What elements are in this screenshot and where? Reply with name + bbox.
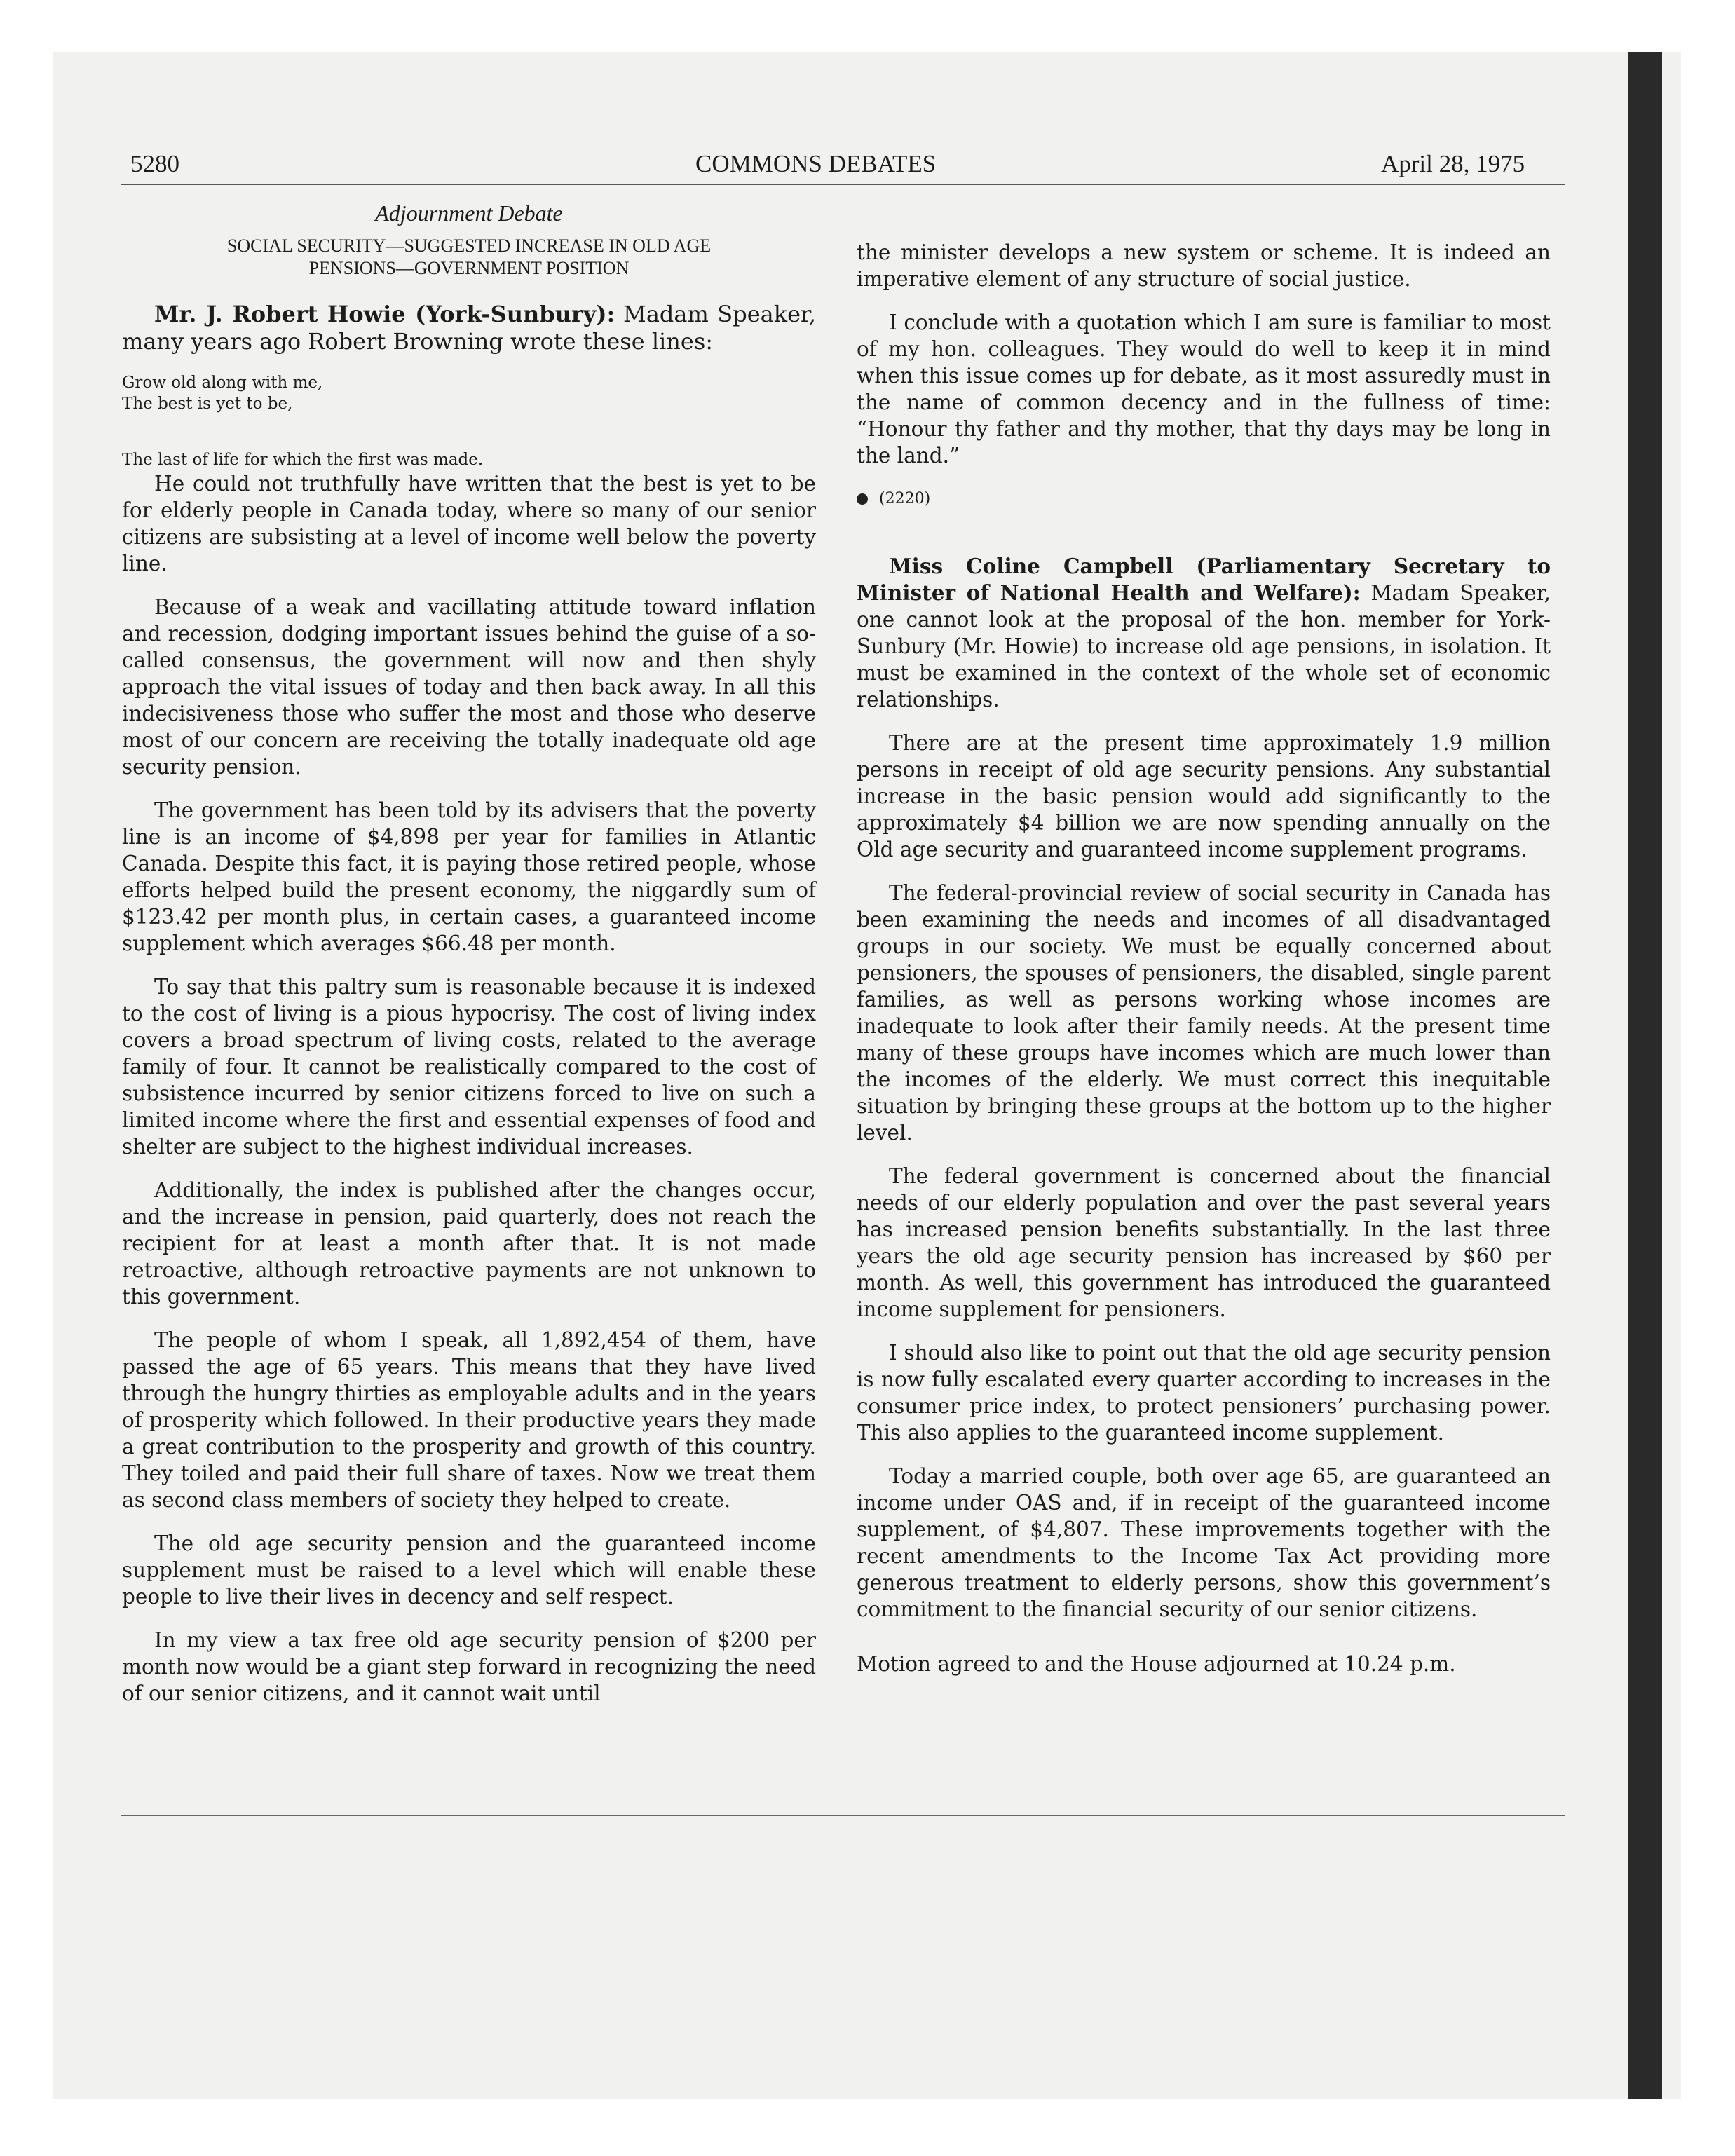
paragraph: Because of a weak and vacillating attitude toward inflation and recession, dodging important issues behind the guise of a so-called consensus, the government will now and then shyly approach the vital issues of today and then back away. In all this indecisiveness those who suffer the most and those who deserve most of our concern are receiving the totally inadequate old age security pension. (122, 595, 816, 779)
paragraph: Today a married couple, both over age 65, are guaranteed an income under OAS and, if in receipt of the guaranteed income supplement, of $4,807. These improvements together with the recent amendments to the Income Tax Act providing more generous treatment to elderly persons, show this government’s commitment to the financial security of our senior citizens. (857, 1464, 1551, 1621)
paragraph: He could not truthfully have written that the best is yet to be for elderly people in Canada today, where so many of our senior citizens are subsisting at a level of income well below the poverty line. (122, 472, 816, 575)
poem-line: Grow old along with me, (122, 374, 323, 392)
right-column (857, 200, 1551, 1694)
speech-opening (857, 553, 1551, 713)
page-number: 5280 (130, 150, 179, 177)
paragraph: The government has been told by its advisers that the poverty line is an income of $4,898 per year for families in Atlantic Canada. Despite this fact, it is paying those retired people, whose efforts helped build the present economy, the niggardly sum of $123.42 per month plus, in certain cases, a guaranteed income supplement which averages $66.48 per month. (122, 798, 816, 955)
time-marker-text: (2220) (879, 490, 931, 507)
paragraph: I conclude with a quotation which I am sure is familiar to most of my hon. colleagues. They would do well to keep it in mind when this issue comes up for debate, as it most assuredly must in the name of common decency and in the fullness of time: “Honour thy father and thy mother, that thy days may be long in the land.” (857, 311, 1551, 468)
scan-edge (1628, 52, 1662, 2099)
debate-title: Adjournment Debate (375, 200, 563, 226)
publication-title: COMMONS DEBATES (695, 150, 937, 177)
time-marker (857, 486, 1551, 512)
debate-heading (122, 235, 816, 280)
poem-line: The best is yet to be, (122, 395, 293, 413)
browning-poem (122, 372, 816, 470)
speaker-text: Madam Speaker, one cannot look at the proposal of the hon. member for York-Sunbury (Mr. Howie) to increase old age pensions, in isolation. It must be examined in the context of the whole set of economic relationships. (857, 581, 1551, 711)
page-date: April 28, 1975 (1381, 150, 1525, 177)
poem-line: The last of life for which the first was made. (122, 451, 484, 469)
left-column (122, 200, 816, 1724)
paragraph: To say that this paltry sum is reasonable because it is indexed to the cost of living is a pious hypocrisy. The cost of living index covers a broad spectrum of living costs, related to the average family of four. It cannot be realistically compared to the cost of subsistence incurred by senior citizens forced to live on such a limited income where the first and essential expenses of food and shelter are subject to the highest individual increases. (122, 975, 816, 1159)
paragraph: the minister develops a new system or scheme. It is indeed an imperative element of any structure of social justice. (857, 240, 1551, 291)
bottom-rule (121, 1815, 1565, 1816)
paragraph: The federal-provincial review of social security in Canada has been examining the needs and incomes of all disadvantaged groups in our society. We must be equally concerned about pensioners, the spouses of pensioners, the disabled, single parent families, as well as persons working whose incomes are inadequate to look after their family needs. At the present time many of these groups have incomes which are much lower than the incomes of the elderly. We must correct this inequitable situation by bringing these groups at the bottom up to the higher level. (857, 881, 1551, 1145)
paragraph: In my view a tax free old age security pension of $200 per month now would be a giant step forward in recognizing the need of our senior citizens, and it cannot wait until (122, 1628, 816, 1705)
paragraph: There are at the present time approximately 1.9 million persons in receipt of old age security pensions. Any substantial increase in the basic pension would add significantly to the approximately $4 billion we are now spending annually on the Old age security and guaranteed income supplement programs. (857, 731, 1551, 861)
closing-motion: Motion agreed to and the House adjourned at 10.24 p.m. (857, 1652, 1456, 1676)
heading-line-2: PENSIONS—GOVERNMENT POSITION (308, 258, 630, 278)
paragraph: The people of whom I speak, all 1,892,454 of them, have passed the age of 65 years. This means that they have lived through the hungry thirties as employable adults and in the years of prosperity which followed. In their productive years they made a great contribution to the prosperity and growth of this country. They toiled and paid their full share of taxes. Now we treat them as second class members of society they helped to create. (122, 1328, 816, 1512)
paragraph: The old age security pension and the guaranteed income supplement must be raised to a level which will enable these people to live their lives in decency and self respect. (122, 1531, 816, 1609)
heading-line-1: SOCIAL SECURITY—SUGGESTED INCREASE IN OLD AGE (226, 236, 712, 256)
paragraph: I should also like to point out that the old age security pension is now fully escalated every quarter according to increases in the consumer price index, to protect pensioners’ purchasing power. This also applies to the guaranteed income supplement. (857, 1341, 1551, 1445)
paragraph: The federal government is concerned about the financial needs of our elderly population and over the past several years has increased pension benefits substantially. In the last three years the old age security pension has increased by $60 per month. As well, this government has introduced the guaranteed income supplement for pensioners. (857, 1164, 1551, 1321)
speech-opening (122, 301, 816, 355)
bullet-icon (857, 493, 868, 505)
speech-intro: Madam Speaker, many years ago Robert Browning wrote these lines: (122, 301, 816, 355)
speaker-campbell: Miss Coline Campbell (Parliamentary Secretary to Minister of National Health and Welfare): (857, 554, 1551, 605)
paragraph: Additionally, the index is published after the changes occur, and the increase in pension, paid quarterly, does not reach the recipient for at least a month after that. It is not made retroactive, although retroactive payments are not unknown to this government. (122, 1178, 816, 1309)
speaker-howie: Mr. J. Robert Howie (York-Sunbury): (154, 301, 615, 327)
header-rule (121, 184, 1565, 185)
